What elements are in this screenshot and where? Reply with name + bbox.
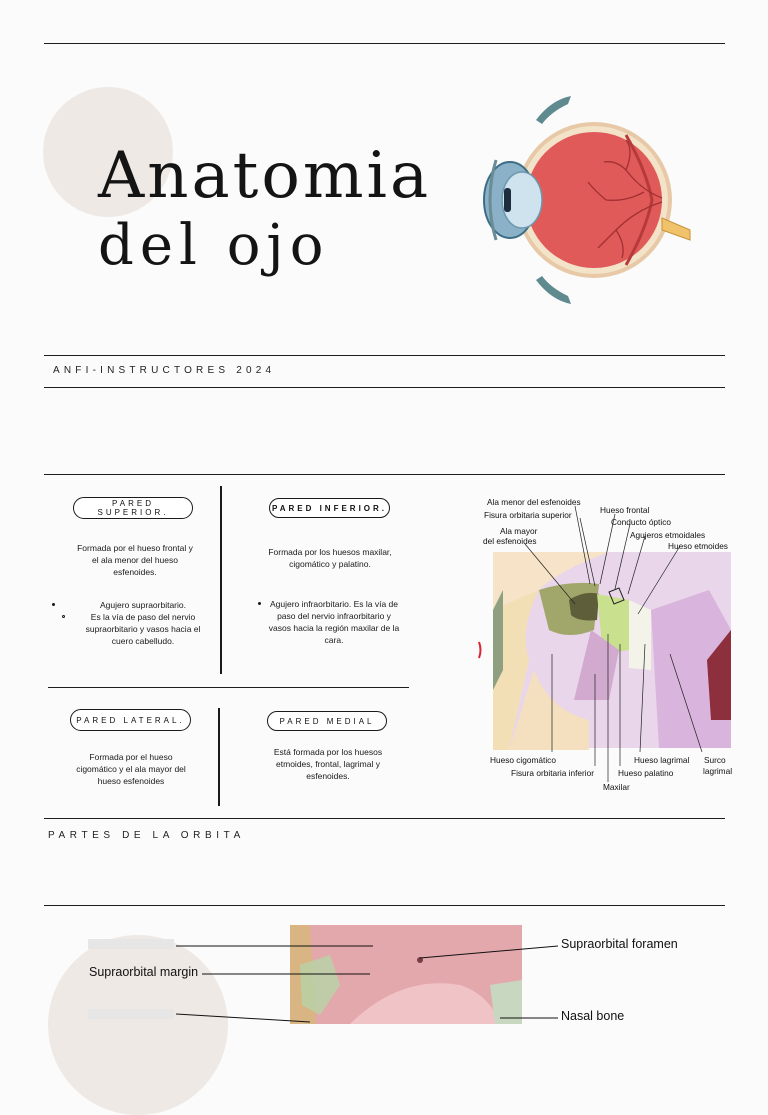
- skull-leader-lines: [170, 930, 560, 1024]
- label-surco-2: lagrimal: [703, 766, 733, 776]
- sub-bullet-text: Es la vía de paso del nervio supraorbitario y vasos hacia el cuero cabelludo.: [85, 612, 201, 646]
- grid-divider: [48, 687, 409, 688]
- label-hueso-cigomatico: Hueso cigomático: [490, 755, 556, 765]
- bullet-icon: [258, 602, 261, 605]
- label-fisura-inferior: Fisura orbitaria inferior: [511, 768, 594, 778]
- pared-medial-description: Está formada por los huesos etmoides, frontal, lagrimal y esfenoides.: [273, 747, 383, 781]
- pared-superior-bullet: [78, 599, 208, 647]
- label-surco-1: Surco: [704, 755, 726, 765]
- section-divider: [44, 474, 725, 475]
- label-conducto-optico: Conducto óptico: [611, 517, 671, 527]
- page-title-line1: Anatomia: [98, 139, 432, 213]
- pared-inferior-label: PARED INFERIOR.: [269, 498, 390, 518]
- bullet-text: Agujero infraorbitario. Es la vía de paso del nervio infraorbitario y vasos hacia la región maxilar de la cara.: [268, 599, 400, 645]
- column-divider-bottom: [218, 708, 220, 806]
- label-ala-mayor-2: del esfenoides: [483, 536, 537, 546]
- label-nasal-bone: Nasal bone: [561, 1009, 625, 1023]
- pared-superior-label: PARED SUPERIOR.: [73, 497, 193, 519]
- eye-illustration: [476, 90, 696, 310]
- label-hueso-frontal: Hueso frontal: [600, 505, 650, 515]
- section-label: PARTES DE LA ORBITA: [48, 830, 245, 841]
- label-supraorbital-foramen: Supraorbital foramen: [561, 937, 678, 951]
- top-divider: [44, 43, 725, 44]
- label-hueso-lagrimal: Hueso lagrimal: [634, 755, 690, 765]
- pared-superior-description: Formada por el hueso frontal y el ala menor del hueso esfenoides.: [77, 543, 193, 577]
- label-maxilar: Maxilar: [603, 782, 630, 792]
- subtitle-top-divider: [44, 355, 725, 356]
- pared-inferior-bullet: [266, 598, 402, 646]
- pared-inferior-description: Formada por los huesos maxilar, cigomático y palatino.: [268, 547, 392, 569]
- blank-label-top: [88, 939, 174, 949]
- column-divider-top: [220, 486, 222, 674]
- label-agujeros-etmoidales: Agujeros etmoidales: [630, 530, 706, 540]
- bottom-divider: [44, 905, 725, 906]
- bullet-text: Agujero supraorbitario.: [100, 600, 186, 610]
- section-label-divider: [44, 818, 725, 819]
- blank-label-bottom: [88, 1009, 174, 1019]
- bullet-icon: [52, 603, 55, 606]
- label-supraorbital-margin: Supraorbital margin: [89, 965, 199, 979]
- page-title-line2: del ojo: [98, 213, 330, 278]
- pared-lateral-description: Formada por el hueso cigomático y el ala mayor del hueso esfenoides: [76, 752, 186, 786]
- label-ala-mayor-1: Ala mayor: [500, 526, 538, 536]
- subtitle-bottom-divider: [44, 387, 725, 388]
- subtitle: ANFI-INSTRUCTORES 2024: [53, 365, 276, 376]
- label-hueso-etmoides: Hueso etmoides: [668, 541, 728, 551]
- pared-lateral-label: PARED LATERAL.: [70, 709, 191, 731]
- label-hueso-palatino: Hueso palatino: [618, 768, 674, 778]
- label-fisura-superior: Fisura orbitaria superior: [484, 510, 572, 520]
- sub-bullet-icon: [62, 615, 65, 618]
- label-ala-menor: Ala menor del esfenoides: [487, 497, 581, 507]
- pared-medial-label: PARED MEDIAL: [267, 711, 387, 731]
